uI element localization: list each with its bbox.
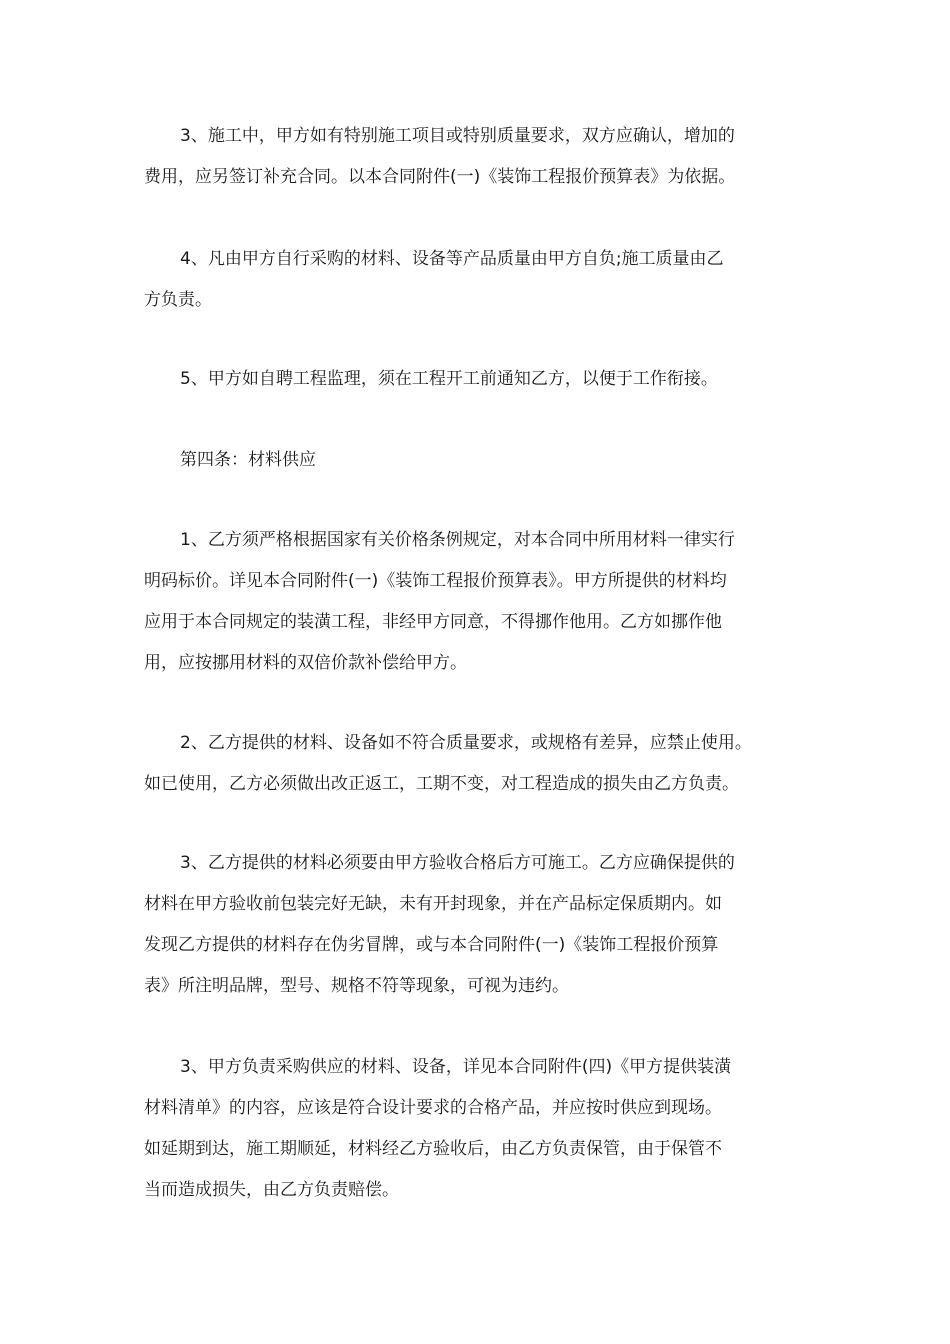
- paragraph-line: 明码标价。详见本合同附件(一)《装饰工程报价预算表》。甲方所提供的材料均: [144, 571, 727, 591]
- paragraph-line: 5、甲方如自聘工程监理，须在工程开工前通知乙方，以便于工作衔接。: [180, 369, 718, 389]
- paragraph-line: 应用于本合同规定的装潢工程，非经甲方同意，不得挪作他用。乙方如挪作他: [144, 612, 722, 632]
- paragraph-line: 2、乙方提供的材料、设备如不符合质量要求，或规格有差异，应禁止使用。: [180, 733, 752, 753]
- paragraph-clause-4-3b: [144, 1047, 824, 1211]
- paragraph-line: 4、凡由甲方自行采购的材料、设备等产品质量由甲方自负;施工质量由乙: [180, 249, 724, 269]
- paragraph-line: 如已使用，乙方必须做出改正返工，工期不变，对工程造成的损失由乙方负责。: [144, 774, 739, 794]
- paragraph-line: 1、乙方须严格根据国家有关价格条例规定，对本合同中所用材料一律实行: [180, 530, 735, 550]
- paragraph-line: 表》所注明品牌，型号、规格不符等现象，可视为违约。: [144, 976, 569, 996]
- paragraph-line: 发现乙方提供的材料存在伪劣冒牌，或与本合同附件(一)《装饰工程报价预算: [144, 935, 719, 955]
- paragraph-line: 方负责。: [144, 290, 212, 310]
- section-heading-article-4: [144, 440, 824, 481]
- paragraph-line: 材料清单》的内容，应该是符合设计要求的合格产品，并应按时供应到现场。: [144, 1098, 722, 1118]
- paragraph-line: 费用，应另签订补充合同。以本合同附件(一)《装饰工程报价预算表》为依据。: [144, 167, 736, 187]
- paragraph-clause-3-4: [144, 239, 824, 321]
- paragraph-clause-4-3: [144, 843, 824, 1007]
- paragraph-clause-3-3: [144, 116, 824, 198]
- paragraph-clause-4-1: [144, 520, 824, 684]
- paragraph-line: 3、乙方提供的材料必须要由甲方验收合格后方可施工。乙方应确保提供的: [180, 853, 735, 873]
- paragraph-clause-3-5: [144, 359, 824, 400]
- paragraph-line: 3、甲方负责采购供应的材料、设备，详见本合同附件(四)《甲方提供装潢: [180, 1057, 732, 1077]
- paragraph-clause-4-2: [144, 723, 824, 805]
- paragraph-line: 3、施工中，甲方如有特别施工项目或特别质量要求，双方应确认，增加的: [180, 126, 735, 146]
- section-heading: 第四条：材料供应: [180, 450, 316, 470]
- paragraph-line: 用，应按挪用材料的双倍价款补偿给甲方。: [144, 653, 467, 673]
- paragraph-line: 材料在甲方验收前包装完好无缺，未有开封现象，并在产品标定保质期内。如: [144, 894, 722, 914]
- paragraph-line: 如延期到达，施工期顺延，材料经乙方验收后，由乙方负责保管，由于保管不: [144, 1139, 722, 1159]
- paragraph-line: 当而造成损失，由乙方负责赔偿。: [144, 1180, 399, 1200]
